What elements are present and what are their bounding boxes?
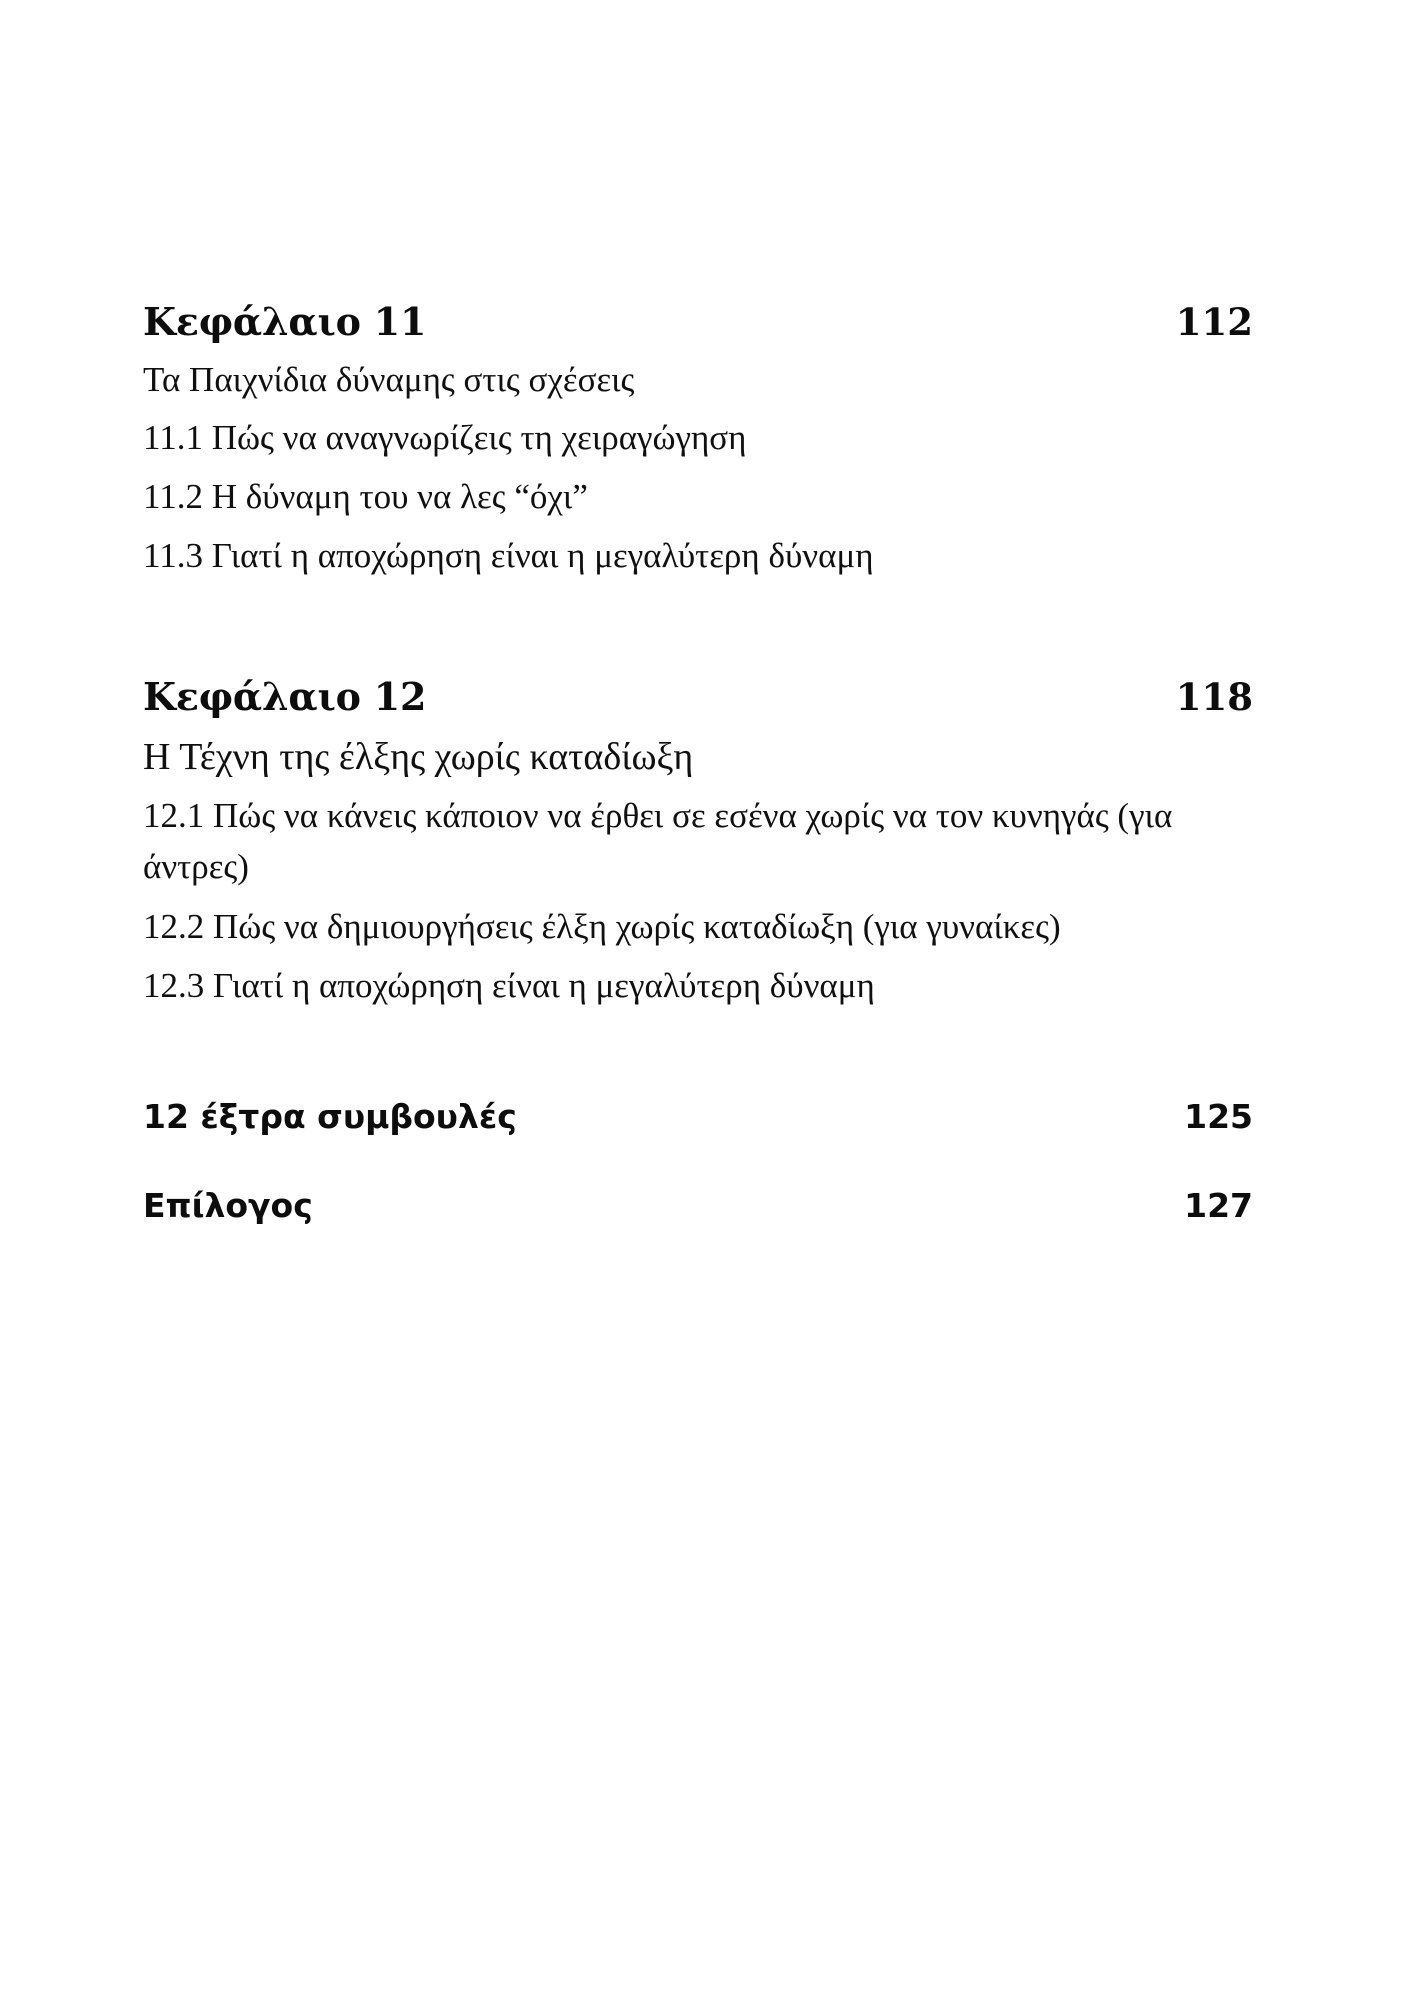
extra-entries-list	[143, 1097, 1253, 1225]
extra-entry-tips-label: 12 έξτρα συμβουλές	[143, 1096, 517, 1136]
chapter-12-title[interactable]: Κεφάλαιο 12	[143, 674, 427, 720]
chapter-11-title[interactable]: Κεφάλαιο 11	[143, 299, 427, 344]
chapter-11-subtitle: Τα Παιχνίδια δύναμης στις σχέσεις	[143, 359, 635, 399]
chapter-12-section-2[interactable]: 12.2 Πώς να δημιουργήσεις έλξη χωρίς καταδίωξη (για γυναίκες)	[143, 906, 1061, 946]
extra-entry-epilogue[interactable]	[143, 1186, 1253, 1225]
extra-entry-epilogue-label: Επίλογος	[143, 1185, 313, 1225]
chapter-entry-12	[143, 675, 1253, 1010]
chapter-11-section-list	[143, 412, 1253, 581]
chapter-12-section-1[interactable]: 12.1 Πώς να κάνεις κάποιον να έρθει σε εσένα χωρίς να τον κυνηγάς (για άντρες)	[143, 796, 1173, 887]
chapter-12-heading-row	[143, 675, 1253, 719]
extra-entry-tips-page-number: 125	[1184, 1096, 1253, 1136]
chapter-12-page-number: 118	[1175, 675, 1253, 720]
chapter-12-section-list	[143, 790, 1253, 1010]
chapter-11-section-3[interactable]: 11.3 Γιατί η αποχώρηση είναι η μεγαλύτερη δύναμη	[143, 536, 874, 576]
toc-content	[143, 300, 1253, 1275]
chapter-11-section-2[interactable]: 11.2 Η δύναμη του να λες “όχι”	[143, 477, 588, 517]
chapter-11-heading-row	[143, 300, 1253, 344]
chapter-12-section-3[interactable]: 12.3 Γιατί η αποχώρηση είναι η μεγαλύτερη δύναμη	[143, 965, 875, 1005]
extra-entry-epilogue-page-number: 127	[1184, 1185, 1253, 1225]
chapter-entry-11	[143, 300, 1253, 581]
chapter-12-subtitle: Η Τέχνη της έλξης χωρίς καταδίωξη	[143, 735, 694, 778]
chapter-11-section-1[interactable]: 11.1 Πώς να αναγνωρίζεις τη χειραγώγηση	[143, 417, 747, 457]
section-spacer	[143, 651, 1253, 675]
extra-entry-tips[interactable]	[143, 1097, 1253, 1136]
chapter-11-page-number: 112	[1175, 300, 1253, 344]
